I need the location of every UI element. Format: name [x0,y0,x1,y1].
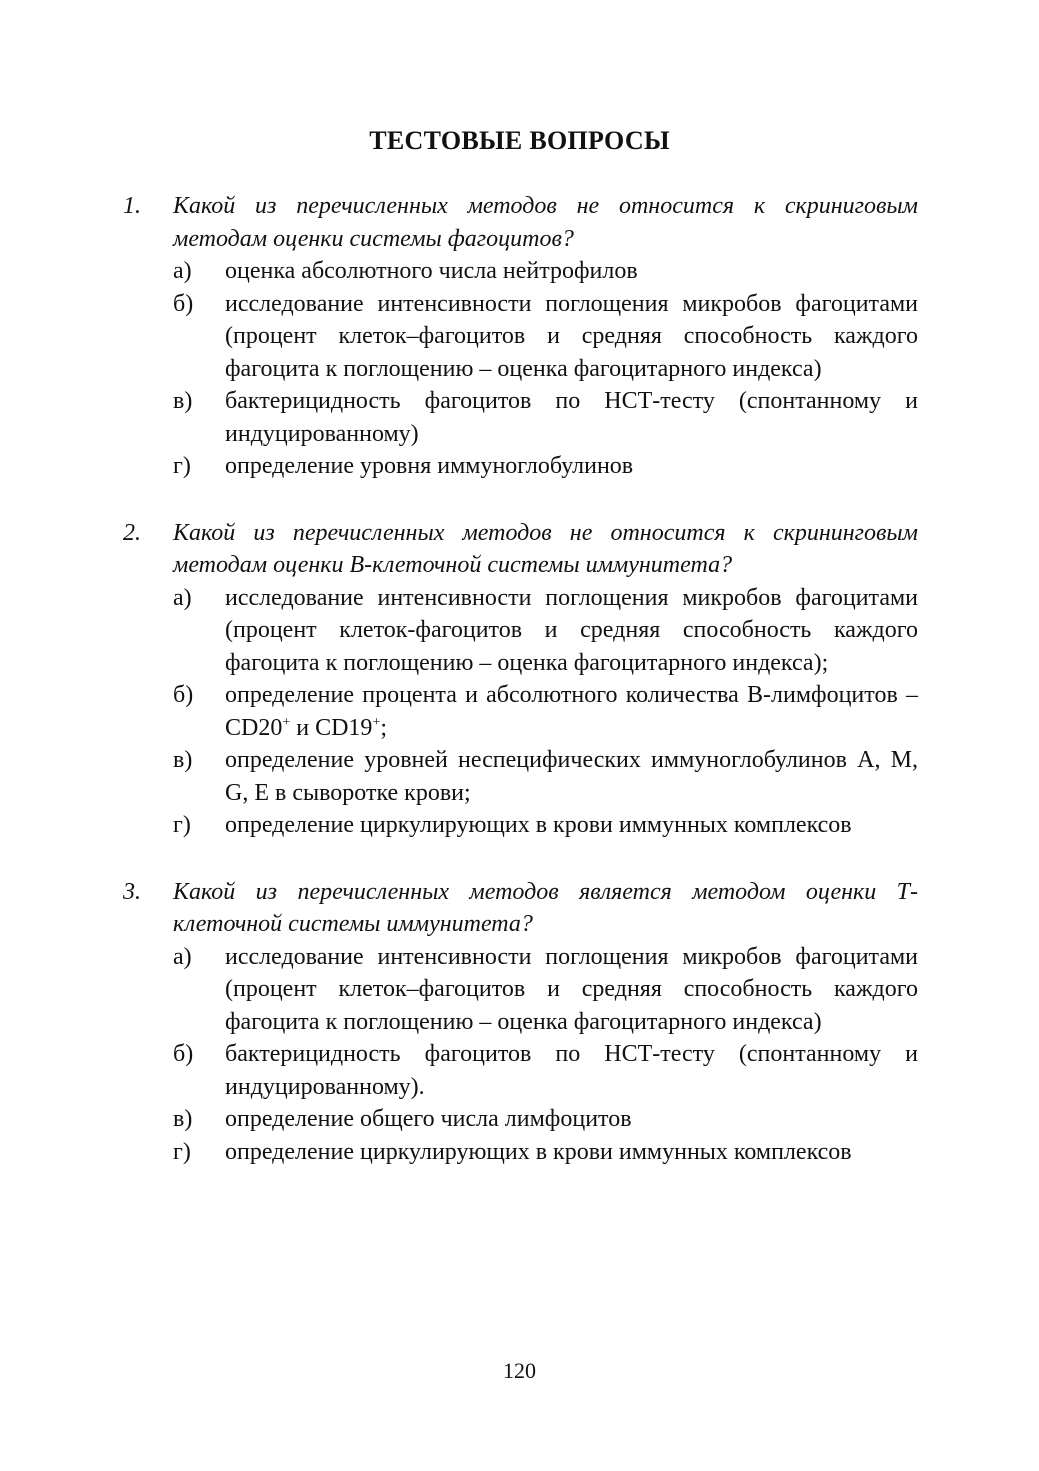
answer-options [123,941,918,1169]
option-letter: г) [173,453,191,479]
option-text-part: ; [380,714,388,741]
question-header [123,190,918,255]
question-list [123,190,918,1202]
answer-option [173,941,918,1039]
answer-option [173,385,918,450]
question-1 [123,190,918,483]
answer-options [123,255,918,483]
option-letter: б) [173,290,194,317]
option-letter: б) [173,682,194,708]
option-letter: г) [173,1138,191,1165]
question-text: Какой из перечисленных методов не относится к скрининговым методам оценки В-клеточной системы иммунитета? [173,519,918,578]
question-number: 1. [123,193,141,219]
option-text: бактерицидность фагоцитов по НСТ-тесту (спонтанному и индуцированному). [225,1041,918,1100]
option-letter: а) [173,584,192,611]
option-text: определение уровней неспецифических иммуноглобулинов A, M, G, E в сыворотке крови; [225,747,918,806]
question-text: Какой из перечисленных методов является методом оценки Т-клеточной системы иммунитета? [173,878,918,937]
page-number: 120 [503,1358,536,1383]
option-text: исследование интенсивности поглощения микробов фагоцитами (процент клеток–фагоцитов и средняя способность каждого фагоцита к поглощению – оценка фагоцитарного индекса) [225,943,918,1035]
answer-options [123,582,918,842]
answer-option [173,255,918,288]
option-letter: г) [173,812,191,838]
option-text: определение уровня иммуноглобулинов [225,453,634,479]
answer-option [173,582,918,680]
option-letter: а) [173,943,192,970]
option-text-part: и CD19 [290,714,373,741]
question-number: 2. [123,519,141,546]
option-letter: в) [173,747,193,773]
answer-option [173,679,918,744]
option-text: определение циркулирующих в крови иммунных комплексов [225,1138,852,1165]
answer-option [173,1103,918,1136]
superscript-plus: + [282,714,291,730]
question-header [123,517,918,582]
answer-option [173,1038,918,1103]
option-text [225,679,918,744]
answer-option [173,1136,918,1169]
answer-option [173,450,918,483]
option-text: исследование интенсивности поглощения микробов фагоцитами (процент клеток–фагоцитов и средняя способность каждого фагоцита к поглощению – оценка фагоцитарного индекса) [225,290,918,382]
option-text: определение циркулирующих в крови иммунных комплексов [225,812,852,838]
answer-option [173,744,918,809]
option-text: определение общего числа лимфоцитов [225,1106,632,1132]
question-number: 3. [123,878,141,905]
option-text: бактерицидность фагоцитов по НСТ-тесту (спонтанному и индуцированному) [225,388,918,447]
question-header [123,876,918,941]
option-text: оценка абсолютного числа нейтрофилов [225,258,638,284]
question-2 [123,517,918,842]
superscript-plus: + [372,714,381,730]
question-3 [123,876,918,1169]
page-title: ТЕСТОВЫЕ ВОПРОСЫ [369,126,670,155]
option-text-part: определение процента и абсолютного количества В-лимфоцитов – CD20 [225,682,918,741]
option-letter: а) [173,258,192,284]
answer-option [173,288,918,386]
question-text: Какой из перечисленных методов не относится к скринигoвым методам оценки системы фагоцитов? [173,193,918,252]
answer-option [173,809,918,842]
option-text: исследование интенсивности поглощения микробов фагоцитами (процент клеток-фагоцитов и средняя способность каждого фагоцита к поглощению – оценка фагоцитарного индекса); [225,584,918,676]
option-letter: в) [173,1106,193,1132]
option-letter: в) [173,388,193,414]
option-letter: б) [173,1041,194,1067]
